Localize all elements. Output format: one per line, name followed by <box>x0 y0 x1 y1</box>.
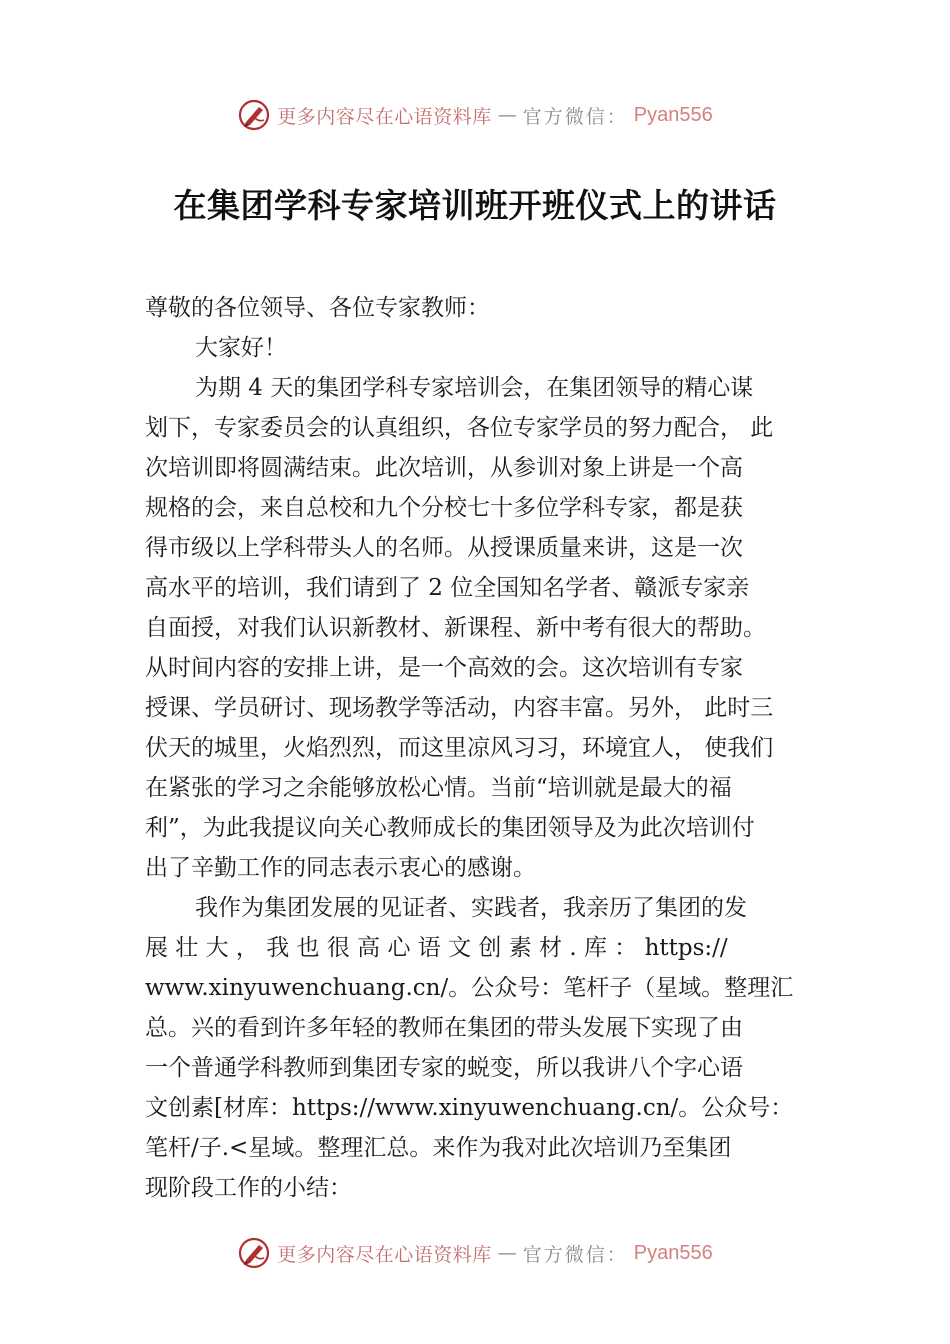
body-line: 得市级以上学科带头人的名师。从授课质量来讲，这是一次 <box>145 535 743 561</box>
pen-logo-icon <box>237 1236 271 1270</box>
body-line: 授课、学员研讨、现场教学等活动，内容丰富。另外， 此时三 <box>145 695 774 721</box>
banner-wechat-label: 官方微信： <box>522 105 628 128</box>
banner-wechat-id: Pyan556 <box>633 1241 713 1264</box>
banner-separator: — <box>497 1242 517 1264</box>
body-line: 展 壮 大 ， 我 也 很 高 心 语 文 创 素 材 . 库 ： https:// <box>145 935 728 961</box>
body-line: 一个普通学科教师到集团专家的蜕变，所以我讲八个字心语 <box>145 1055 743 1081</box>
salutation-line: 尊敬的各位领导、各位专家教师： <box>145 295 490 321</box>
banner-wechat-id: Pyan556 <box>633 103 713 126</box>
greeting-line: 大家好！ <box>195 335 287 361</box>
body-line: 在紧张的学习之余能够放松心情。当前“培训就是最大的福 <box>145 775 732 801</box>
header-banner <box>0 95 950 135</box>
document-body <box>145 288 820 1208</box>
body-line: 高水平的培训，我们请到了 2 位全国知名学者、赣派专家亲 <box>145 575 750 601</box>
body-line: 划下，专家委员会的认真组织，各位专家学员的努力配合， 此 <box>145 415 774 441</box>
footer-banner <box>0 1233 950 1273</box>
body-line: 次培训即将圆满结束。此次培训，从参训对象上讲是一个高 <box>145 455 743 481</box>
body-line: 总。兴的看到许多年轻的教师在集团的带头发展下实现了由 <box>145 1015 743 1041</box>
body-line: 出了辛勤工作的同志表示衷心的感谢。 <box>145 855 536 881</box>
body-line: 为期 4 天的集团学科专家培训会，在集团领导的精心谋 <box>195 375 754 401</box>
body-line: www.xinyuwenchuang.cn/。公众号：笔杆子（星域。整理汇 <box>145 975 794 1001</box>
body-line: 从时间内容的安排上讲，是一个高效的会。这次培训有专家 <box>145 655 743 681</box>
body-line: 规格的会，来自总校和九个分校七十多位学科专家，都是获 <box>145 495 743 521</box>
body-line: 我作为集团发展的见证者、实践者，我亲历了集团的发 <box>195 895 747 921</box>
banner-wechat-label: 官方微信： <box>522 1243 628 1266</box>
banner-promo-text: 更多内容尽在心语资料库 <box>277 1243 492 1266</box>
pen-logo-icon <box>237 98 271 132</box>
banner-separator: — <box>497 104 517 126</box>
body-line: 自面授，对我们认识新教材、新课程、新中考有很大的帮助。 <box>145 615 766 641</box>
body-line: 文创素[材库：https://www.xinyuwenchuang.cn/。公众号： <box>145 1095 794 1121</box>
body-line: 利”，为此我提议向关心教师成长的集团领导及为此次培训付 <box>145 815 755 841</box>
banner-promo-text: 更多内容尽在心语资料库 <box>277 105 492 128</box>
body-line: 现阶段工作的小结： <box>145 1175 352 1201</box>
document-title: 在集团学科专家培训班开班仪式上的讲话 <box>173 186 777 225</box>
body-line: 伏天的城里，火焰烈烈，而这里凉风习习，环境宜人， 使我们 <box>145 735 774 761</box>
body-line: 笔杆/子.<星域。整理汇总。来作为我对此次培训乃至集团 <box>145 1135 732 1161</box>
